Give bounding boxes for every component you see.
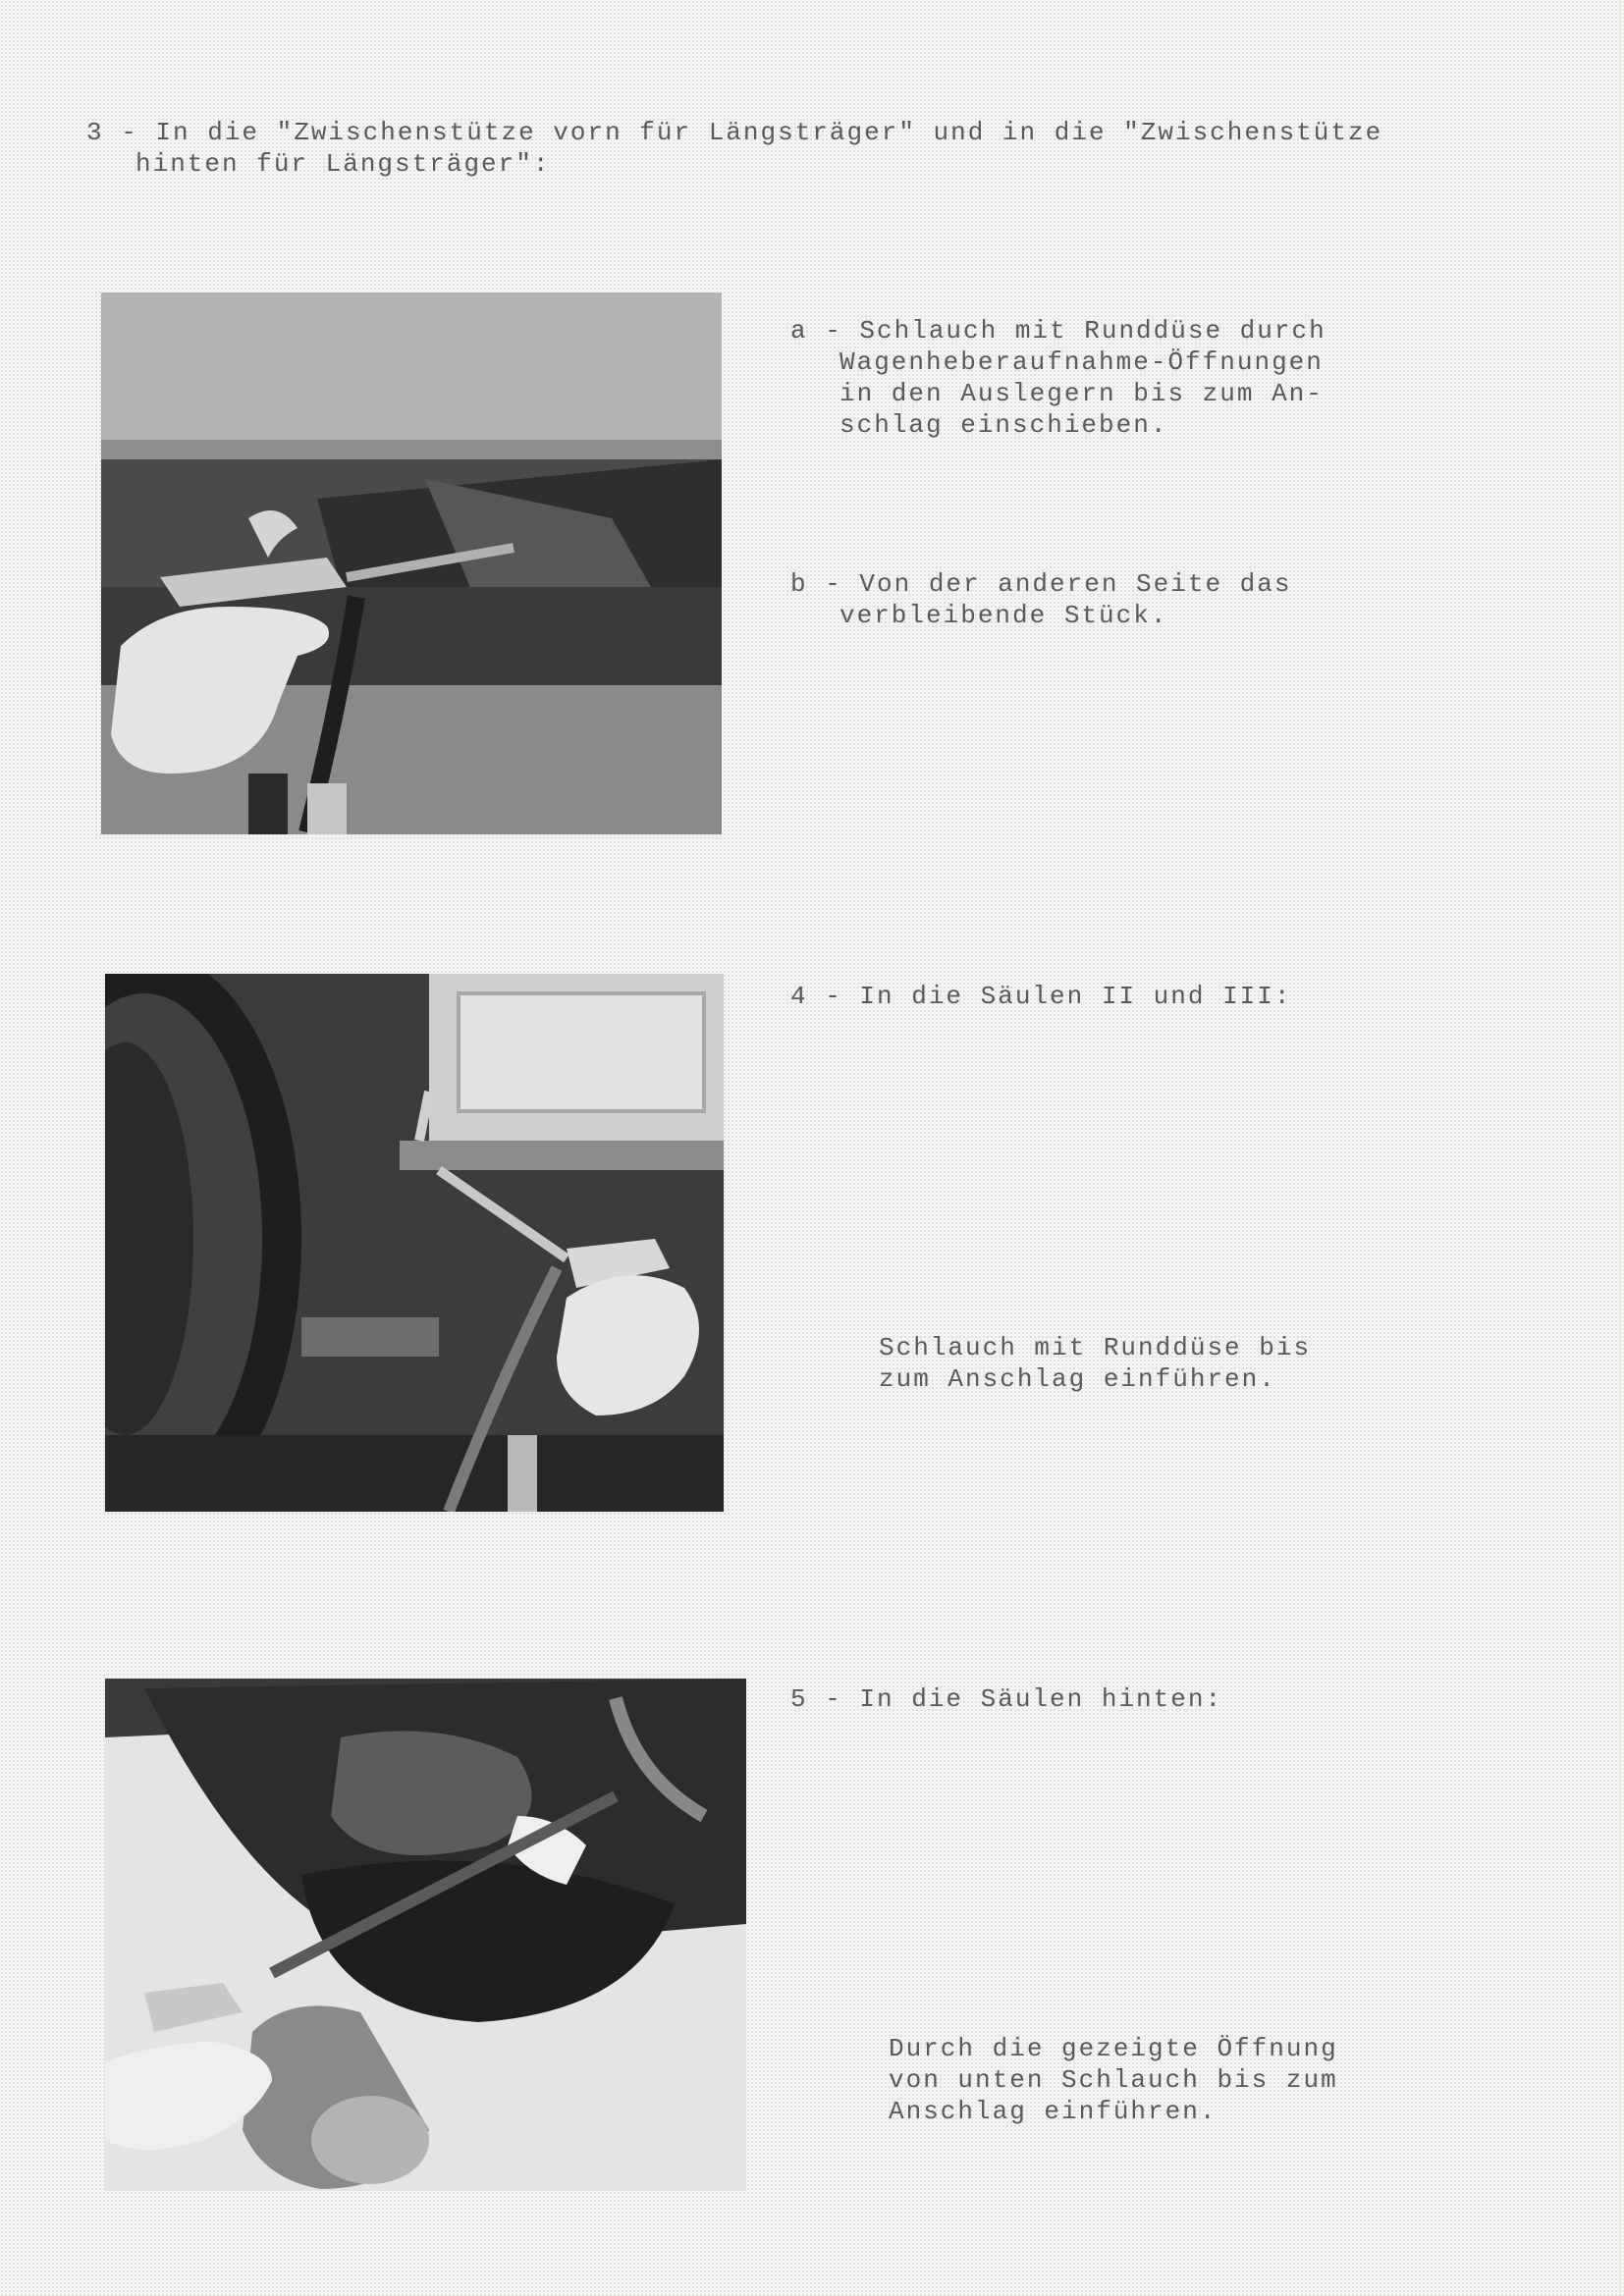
step3a-line1: a - Schlauch mit Runddüse durch bbox=[790, 316, 1326, 346]
step5-title: 5 - In die Säulen hinten: bbox=[790, 1684, 1223, 1714]
photo-rear-pillar-spray bbox=[105, 1679, 746, 2191]
step3a-line4: schlag einschieben. bbox=[839, 410, 1168, 440]
step3a-line2: Wagenheberaufnahme-Öffnungen bbox=[839, 347, 1324, 377]
step4-title: 4 - In die Säulen II und III: bbox=[790, 982, 1292, 1011]
step5-note-line3: Anschlag einführen. bbox=[889, 2097, 1218, 2126]
step3-heading-line2: hinten für Längsträger": bbox=[135, 149, 551, 179]
step5-note-line1: Durch die gezeigte Öffnung bbox=[889, 2034, 1338, 2063]
photo-sill-spray bbox=[101, 293, 722, 834]
step4-note-line2: zum Anschlag einführen. bbox=[879, 1364, 1276, 1394]
step3a-line3: in den Auslegern bis zum An- bbox=[839, 379, 1324, 408]
step5-note-line2: von unten Schlauch bis zum bbox=[889, 2065, 1338, 2095]
photo-pillar-spray bbox=[105, 974, 724, 1512]
step3b-line1: b - Von der anderen Seite das bbox=[790, 569, 1292, 599]
step3b-line2: verbleibende Stück. bbox=[839, 601, 1168, 630]
step3-heading-line1: 3 - In die "Zwischenstütze vorn für Längsträger" und in die "Zwischenstütze bbox=[86, 118, 1383, 147]
step4-note-line1: Schlauch mit Runddüse bis bbox=[879, 1333, 1312, 1362]
